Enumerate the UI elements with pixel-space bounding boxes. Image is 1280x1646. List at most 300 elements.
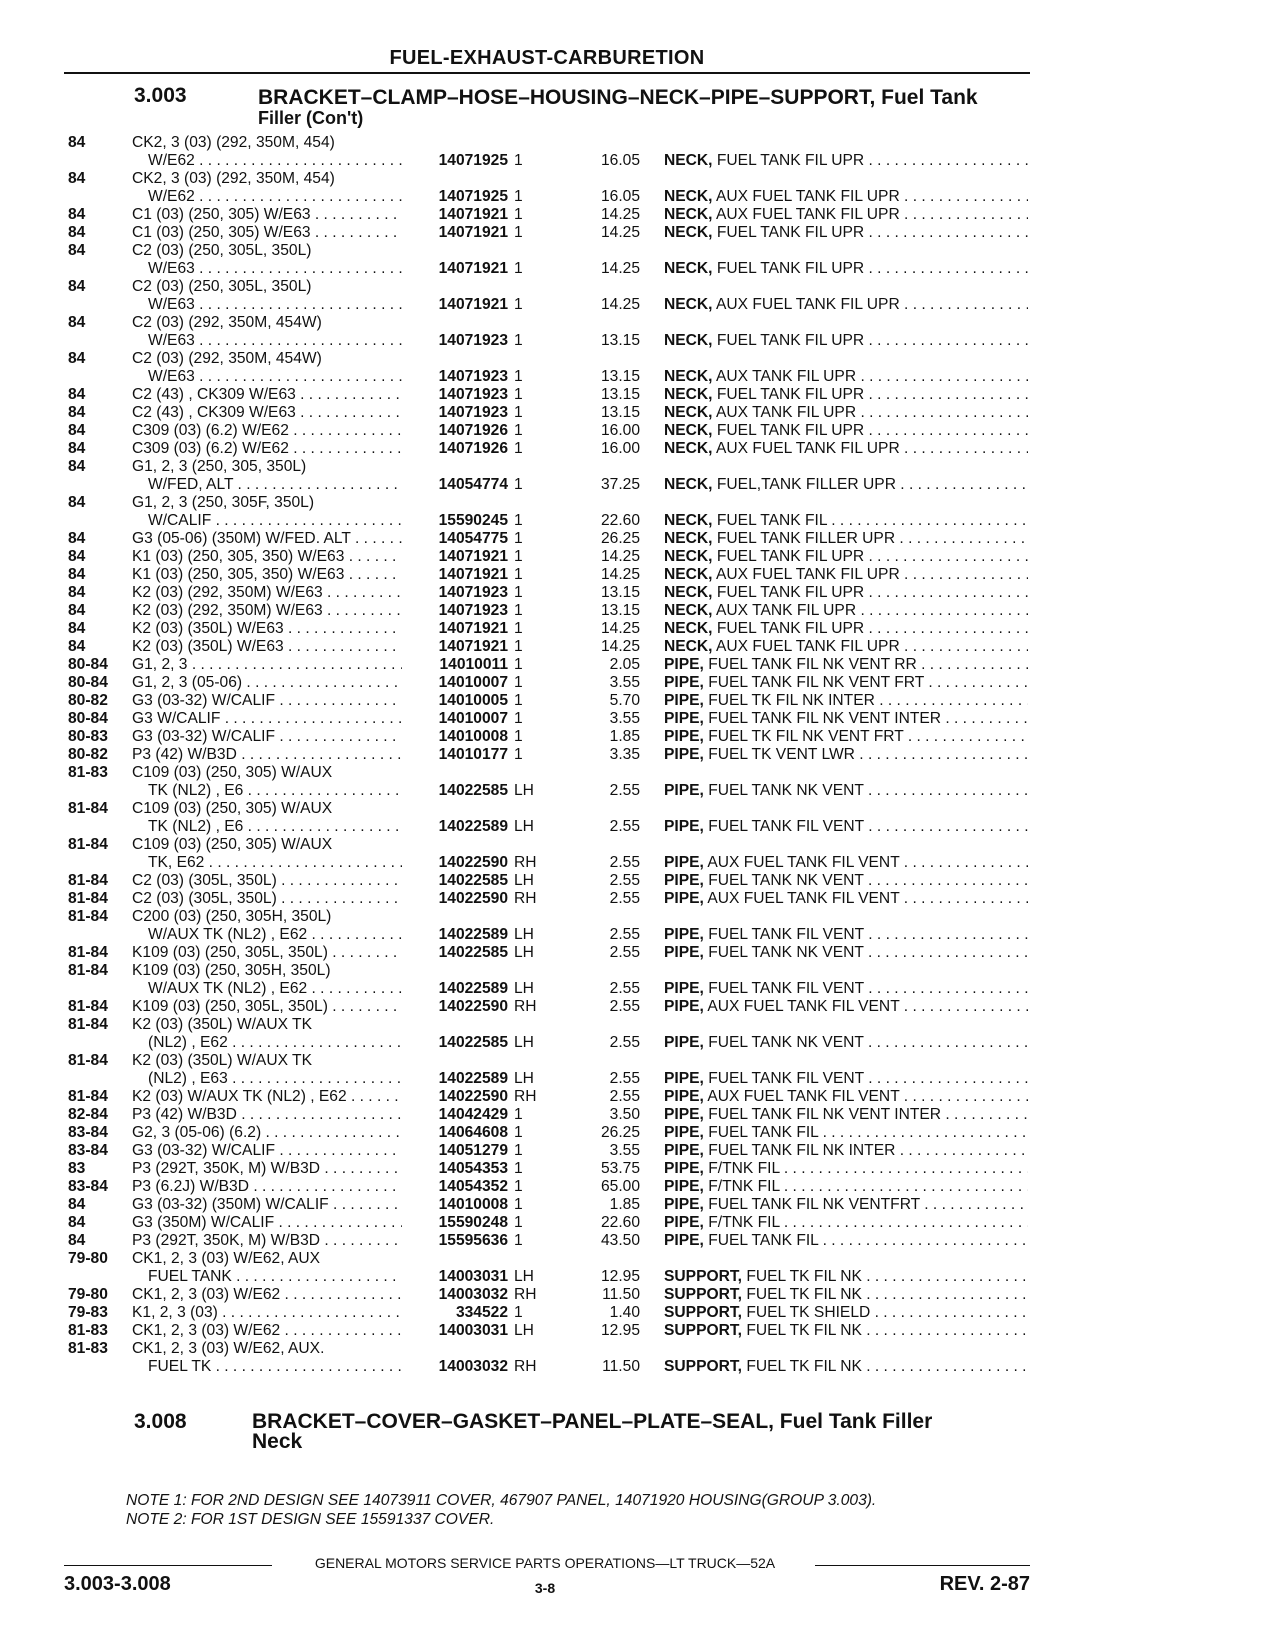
application-text: K2 (03) (350L) W/AUX TK xyxy=(132,1016,312,1033)
part-detail: FUEL TANK FIL UPR xyxy=(716,224,865,241)
part-name: PIPE, xyxy=(664,854,704,871)
group-number: 84 xyxy=(68,350,86,367)
application-line1 xyxy=(132,800,332,817)
quantity: 1 xyxy=(514,476,523,493)
part-name: NECK, xyxy=(664,260,713,277)
part-number: 14003031 xyxy=(438,1322,508,1339)
application-line1 xyxy=(132,530,402,547)
part-detail: FUEL TANK FIL UPR xyxy=(716,422,865,439)
price: 37.25 xyxy=(600,476,640,493)
group-number: 84 xyxy=(68,584,86,601)
application-line1 xyxy=(132,1286,402,1303)
application xyxy=(132,1195,402,1214)
group-number: 81-84 xyxy=(68,1052,108,1069)
application-text: C2 (43) , CK309 W/E63 xyxy=(132,386,296,403)
part-number: 14071921 xyxy=(438,224,508,241)
group-number: 84 xyxy=(68,242,86,259)
application xyxy=(132,871,402,890)
price: 22.60 xyxy=(600,1214,640,1231)
part-name: SUPPORT, xyxy=(664,1286,742,1303)
price: 3.55 xyxy=(609,674,640,691)
part-detail: FUEL TANK FIL UPR xyxy=(716,548,865,565)
table-row xyxy=(0,1051,1280,1088)
application-text: C2 (03) (250, 305L, 350L) xyxy=(132,278,312,295)
application-line1 xyxy=(132,458,306,475)
application-text: C1 (03) (250, 305) W/E63 xyxy=(132,206,311,223)
price: 3.35 xyxy=(609,746,640,763)
application xyxy=(132,1159,402,1178)
quantity: 1 xyxy=(514,674,523,691)
application-text-2: TK, E62 xyxy=(148,854,205,871)
application-line1 xyxy=(132,350,322,367)
footer-publisher: GENERAL MOTORS SERVICE PARTS OPERATIONS—LT TRUCK—52A xyxy=(314,1555,776,1571)
application xyxy=(132,745,402,764)
application xyxy=(132,277,402,314)
application xyxy=(132,619,402,638)
part-number: 14010008 xyxy=(438,728,508,745)
application-text-2: W/E62 xyxy=(148,152,195,169)
application-line2 xyxy=(148,817,402,836)
part-name: NECK, xyxy=(664,386,713,403)
group-number: 81-83 xyxy=(68,1340,108,1357)
quantity: LH xyxy=(514,1070,534,1087)
part-detail: FUEL TANK FIL VENT xyxy=(708,980,864,997)
table-row xyxy=(0,565,1280,584)
part-number: 14022590 xyxy=(438,854,508,871)
table-row xyxy=(0,961,1280,998)
price: 1.85 xyxy=(609,728,640,745)
application xyxy=(132,1321,402,1340)
application xyxy=(132,1051,402,1088)
price: 14.25 xyxy=(600,566,640,583)
price: 2.55 xyxy=(609,1088,640,1105)
application-line1 xyxy=(132,1178,402,1195)
application-line1 xyxy=(132,1214,402,1231)
part-name: PIPE, xyxy=(664,1214,704,1231)
part-description xyxy=(664,1321,1028,1340)
table-row xyxy=(0,745,1280,764)
application-line1 xyxy=(132,1106,402,1123)
part-name: PIPE, xyxy=(664,692,704,709)
price: 14.25 xyxy=(600,620,640,637)
application xyxy=(132,493,402,530)
table-row xyxy=(0,133,1280,170)
quantity: 1 xyxy=(514,1106,523,1123)
table-row xyxy=(0,349,1280,386)
price: 3.55 xyxy=(609,1142,640,1159)
part-detail: FUEL TANK FIL NK INTER xyxy=(708,1142,896,1159)
part-number: 14071923 xyxy=(438,332,508,349)
application-line1 xyxy=(132,1016,312,1033)
group-number: 84 xyxy=(68,278,86,295)
quantity: 1 xyxy=(514,260,523,277)
part-name: SUPPORT, xyxy=(664,1322,742,1339)
quantity: 1 xyxy=(514,152,523,169)
application-line1 xyxy=(132,134,335,151)
application-line2 xyxy=(148,475,402,494)
table-row xyxy=(0,403,1280,422)
price: 2.55 xyxy=(609,782,640,799)
part-detail: FUEL TANK FIL VENT xyxy=(708,818,864,835)
group-number: 79-80 xyxy=(68,1250,108,1267)
part-description xyxy=(664,943,1028,962)
part-number: 14071921 xyxy=(438,206,508,223)
quantity: 1 xyxy=(514,188,523,205)
application-text: C109 (03) (250, 305) W/AUX xyxy=(132,836,333,853)
quantity: LH xyxy=(514,1034,534,1051)
group-number: 81-84 xyxy=(68,1088,108,1105)
quantity: LH xyxy=(514,872,534,889)
table-row xyxy=(0,601,1280,620)
part-name: PIPE, xyxy=(664,710,704,727)
group-number: 83-84 xyxy=(68,1142,108,1159)
group-number: 80-84 xyxy=(68,674,108,691)
application xyxy=(132,1123,402,1142)
part-name: PIPE, xyxy=(664,728,704,745)
application-text: G3 (03-32) W/CALIF xyxy=(132,728,275,745)
part-description xyxy=(664,1285,1028,1304)
part-name: NECK, xyxy=(664,620,713,637)
part-number: 14054353 xyxy=(438,1160,508,1177)
application-text: C2 (03) (305L, 350L) xyxy=(132,872,277,889)
quantity: 1 xyxy=(514,692,523,709)
quantity: 1 xyxy=(514,566,523,583)
part-description xyxy=(664,925,1028,944)
part-description xyxy=(664,385,1028,404)
table-row xyxy=(0,871,1280,890)
application xyxy=(132,1141,402,1160)
part-name: PIPE, xyxy=(664,872,704,889)
application xyxy=(132,907,402,944)
price: 1.40 xyxy=(609,1304,640,1321)
quantity: 1 xyxy=(514,602,523,619)
application-text: K2 (03) (292, 350M) W/E63 xyxy=(132,602,323,619)
note-1: NOTE 1: FOR 2ND DESIGN SEE 14073911 COVER, 467907 PANEL, 14071920 HOUSING(GROUP 3.003). xyxy=(126,1492,877,1509)
group-number: 81-84 xyxy=(68,944,108,961)
part-number: 14003032 xyxy=(438,1286,508,1303)
quantity: 1 xyxy=(514,656,523,673)
table-row xyxy=(0,727,1280,746)
part-detail: FUEL TANK FIL VENT xyxy=(708,1070,864,1087)
application-line1 xyxy=(132,404,402,421)
part-description xyxy=(664,1303,1028,1322)
part-name: NECK, xyxy=(664,638,713,655)
application-line2 xyxy=(148,187,402,206)
part-detail: FUEL TANK FIL UPR xyxy=(716,584,865,601)
note-2: NOTE 2: FOR 1ST DESIGN SEE 15591337 COVER. xyxy=(126,1511,495,1528)
part-number: 14022589 xyxy=(438,818,508,835)
application-line1 xyxy=(132,998,402,1015)
table-row xyxy=(0,421,1280,440)
part-number: 14071921 xyxy=(438,260,508,277)
application-text-2: W/E62 xyxy=(148,188,195,205)
application xyxy=(132,133,402,170)
application xyxy=(132,241,402,278)
group-number: 84 xyxy=(68,422,86,439)
part-name: PIPE, xyxy=(664,980,704,997)
price: 13.15 xyxy=(600,332,640,349)
part-description xyxy=(664,601,1028,620)
part-name: PIPE, xyxy=(664,746,704,763)
application-text-2: (NL2) , E63 xyxy=(148,1070,228,1087)
part-number: 14010011 xyxy=(439,656,508,673)
application xyxy=(132,835,402,872)
footer-rule-right xyxy=(815,1565,1030,1566)
application-line1 xyxy=(132,872,402,889)
application xyxy=(132,1105,402,1124)
part-description xyxy=(664,997,1028,1016)
application-text: K1 (03) (250, 305, 350) W/E63 xyxy=(132,566,345,583)
part-description xyxy=(664,691,1028,710)
part-name: PIPE, xyxy=(664,1178,704,1195)
application-line1 xyxy=(132,638,402,655)
application-line1 xyxy=(132,1304,402,1321)
quantity: 1 xyxy=(514,728,523,745)
footer-group-range: 3.003-3.008 xyxy=(64,1573,171,1595)
quantity: 1 xyxy=(514,1214,523,1231)
group-number: 84 xyxy=(68,602,86,619)
part-name: NECK, xyxy=(664,422,713,439)
price: 2.55 xyxy=(609,926,640,943)
section-number-2: 3.008 xyxy=(134,1410,187,1433)
group-number: 81-83 xyxy=(68,1322,108,1339)
group-number: 84 xyxy=(68,206,86,223)
part-detail: FUEL TANK FIL UPR xyxy=(716,620,865,637)
group-number: 84 xyxy=(68,638,86,655)
part-name: NECK, xyxy=(664,332,713,349)
application xyxy=(132,385,402,404)
table-row xyxy=(0,313,1280,350)
part-description xyxy=(664,1213,1028,1232)
application-line2 xyxy=(148,979,402,998)
application-line2 xyxy=(148,151,402,170)
part-detail: AUX FUEL TANK FIL VENT xyxy=(707,890,900,907)
application xyxy=(132,1285,402,1304)
quantity: 1 xyxy=(514,386,523,403)
part-detail: FUEL TK VENT LWR xyxy=(708,746,855,763)
group-number: 80-82 xyxy=(68,692,108,709)
application-line2 xyxy=(148,367,402,386)
application-text: C2 (03) (305L, 350L) xyxy=(132,890,277,907)
table-row xyxy=(0,439,1280,458)
price: 16.00 xyxy=(600,440,640,457)
application-text: K109 (03) (250, 305H, 350L) xyxy=(132,962,331,979)
application-text: G1, 2, 3 (250, 305F, 350L) xyxy=(132,494,315,511)
application-text: K2 (03) (350L) W/E63 xyxy=(132,620,284,637)
part-detail: FUEL,TANK FILLER UPR xyxy=(716,476,896,493)
price: 14.25 xyxy=(600,224,640,241)
table-row xyxy=(0,673,1280,692)
part-name: PIPE, xyxy=(664,1124,704,1141)
part-detail: AUX FUEL TANK FIL VENT xyxy=(707,1088,900,1105)
part-number: 14010007 xyxy=(438,710,508,727)
application-text: G3 (03-32) (350M) W/CALIF xyxy=(132,1196,329,1213)
quantity: 1 xyxy=(514,368,523,385)
quantity: RH xyxy=(514,1286,537,1303)
table-row xyxy=(0,763,1280,800)
group-number: 81-84 xyxy=(68,890,108,907)
part-detail: FUEL TK FIL NK xyxy=(746,1322,862,1339)
section-title-2-line2: Neck xyxy=(252,1430,303,1453)
table-row xyxy=(0,1105,1280,1124)
application-text: CK1, 2, 3 (03) W/E62 xyxy=(132,1322,281,1339)
part-detail: FUEL TANK NK VENT xyxy=(708,782,864,799)
quantity: 1 xyxy=(514,746,523,763)
part-detail: AUX TANK FIL UPR xyxy=(716,368,857,385)
quantity: 1 xyxy=(514,296,523,313)
part-description xyxy=(664,421,1028,440)
application-line2 xyxy=(148,511,402,530)
application-text-2: W/E63 xyxy=(148,296,195,313)
application-line1 xyxy=(132,620,402,637)
part-number: 14071921 xyxy=(438,548,508,565)
part-detail: AUX FUEL TANK FIL UPR xyxy=(716,206,900,223)
group-number: 84 xyxy=(68,458,86,475)
group-number: 81-84 xyxy=(68,1016,108,1033)
part-name: NECK, xyxy=(664,566,713,583)
application xyxy=(132,583,402,602)
application-text: C2 (43) , CK309 W/E63 xyxy=(132,404,296,421)
quantity: 1 xyxy=(514,1178,523,1195)
part-description xyxy=(664,1141,1028,1160)
quantity: LH xyxy=(514,1322,534,1339)
quantity: LH xyxy=(514,1268,534,1285)
application xyxy=(132,1087,402,1106)
application-line2 xyxy=(148,331,402,350)
part-description xyxy=(664,889,1028,908)
price: 2.55 xyxy=(609,998,640,1015)
part-description xyxy=(664,709,1028,728)
application-line1 xyxy=(132,386,402,403)
price: 2.55 xyxy=(609,872,640,889)
application xyxy=(132,565,402,584)
part-number: 14022589 xyxy=(438,1070,508,1087)
table-row xyxy=(0,385,1280,404)
price: 13.15 xyxy=(600,584,640,601)
group-number: 79-80 xyxy=(68,1286,108,1303)
part-number: 14042429 xyxy=(438,1106,508,1123)
application-line1 xyxy=(132,422,402,439)
application xyxy=(132,727,402,746)
price: 26.25 xyxy=(600,1124,640,1141)
part-name: PIPE, xyxy=(664,926,704,943)
part-name: PIPE, xyxy=(664,944,704,961)
table-row xyxy=(0,583,1280,602)
application-line1 xyxy=(132,440,402,457)
application-line1 xyxy=(132,314,322,331)
application-line1 xyxy=(132,1340,324,1357)
part-description xyxy=(664,619,1028,638)
group-number: 80-84 xyxy=(68,710,108,727)
group-number: 80-82 xyxy=(68,746,108,763)
application xyxy=(132,313,402,350)
part-number: 14071923 xyxy=(438,368,508,385)
quantity: 1 xyxy=(514,422,523,439)
price: 2.55 xyxy=(609,818,640,835)
part-detail: AUX FUEL TANK FIL UPR xyxy=(716,440,900,457)
part-detail: FUEL TANK NK VENT xyxy=(708,944,864,961)
quantity: 1 xyxy=(514,512,523,529)
quantity: RH xyxy=(514,1088,537,1105)
part-name: PIPE, xyxy=(664,1070,704,1087)
application-line1 xyxy=(132,1322,402,1339)
part-number: 14071923 xyxy=(438,602,508,619)
group-number: 84 xyxy=(68,1232,86,1249)
part-number: 14071926 xyxy=(438,422,508,439)
quantity: 1 xyxy=(514,1232,523,1249)
quantity: 1 xyxy=(514,584,523,601)
application xyxy=(132,1249,402,1286)
application-line1 xyxy=(132,170,335,187)
part-detail: F/TNK FIL xyxy=(708,1160,780,1177)
part-description xyxy=(664,151,1028,170)
price: 2.55 xyxy=(609,1034,640,1051)
table-row xyxy=(0,1303,1280,1322)
group-number: 81-83 xyxy=(68,764,108,781)
application-text: C309 (03) (6.2) W/E62 xyxy=(132,440,289,457)
part-number: 14022590 xyxy=(438,1088,508,1105)
part-name: PIPE, xyxy=(664,1196,704,1213)
quantity: RH xyxy=(514,890,537,907)
quantity: RH xyxy=(514,998,537,1015)
part-name: PIPE, xyxy=(664,1106,704,1123)
price: 1.85 xyxy=(609,1196,640,1213)
group-number: 84 xyxy=(68,548,86,565)
part-detail: AUX TANK FIL UPR xyxy=(716,404,857,421)
group-number: 84 xyxy=(68,134,86,151)
application xyxy=(132,1177,402,1196)
application xyxy=(132,997,402,1016)
application-text-2: TK (NL2) , E6 xyxy=(148,818,244,835)
part-number: 15595636 xyxy=(438,1232,508,1249)
application-line1 xyxy=(132,1052,312,1069)
application-text: C109 (03) (250, 305) W/AUX xyxy=(132,764,333,781)
application-line1 xyxy=(132,1160,402,1177)
group-number: 84 xyxy=(68,1196,86,1213)
application xyxy=(132,655,402,674)
part-description xyxy=(664,331,1028,350)
price: 14.25 xyxy=(600,206,640,223)
quantity: 1 xyxy=(514,1160,523,1177)
part-description xyxy=(664,205,1028,224)
application xyxy=(132,943,402,962)
group-number: 79-83 xyxy=(68,1304,108,1321)
application-line1 xyxy=(132,1088,402,1105)
table-row xyxy=(0,637,1280,656)
table-row xyxy=(0,493,1280,530)
table-row xyxy=(0,835,1280,872)
application-line1 xyxy=(132,278,311,295)
price: 26.25 xyxy=(600,530,640,547)
table-row xyxy=(0,1015,1280,1052)
application-text: G3 W/CALIF xyxy=(132,710,221,727)
part-detail: AUX FUEL TANK FIL UPR xyxy=(716,188,900,205)
application-text: K2 (03) W/AUX TK (NL2) , E62 xyxy=(132,1088,347,1105)
price: 16.00 xyxy=(600,422,640,439)
part-number: 15590245 xyxy=(438,512,508,529)
application xyxy=(132,1213,402,1232)
application-line1 xyxy=(132,548,402,565)
quantity: 1 xyxy=(514,638,523,655)
application xyxy=(132,169,402,206)
application xyxy=(132,1339,402,1376)
quantity: 1 xyxy=(514,620,523,637)
part-number: 14054774 xyxy=(438,476,508,493)
part-detail: FUEL TANK NK VENT xyxy=(708,1034,864,1051)
part-number: 14071921 xyxy=(438,620,508,637)
application-text: C109 (03) (250, 305) W/AUX xyxy=(132,800,333,817)
price: 2.55 xyxy=(609,890,640,907)
